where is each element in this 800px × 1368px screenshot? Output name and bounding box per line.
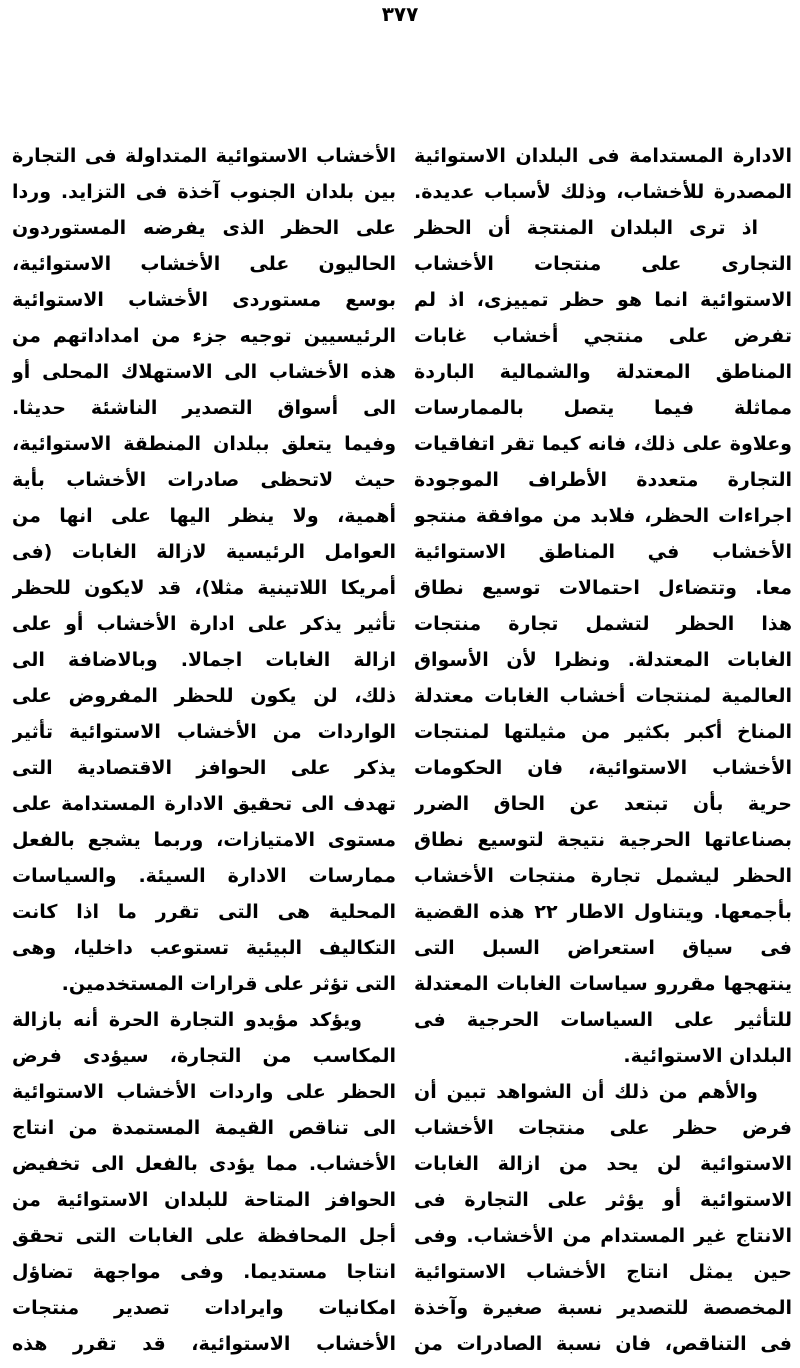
text-column-left: [12, 138, 396, 1362]
text-line: ممارسات الادارة السيئة. والسياسات: [12, 865, 396, 887]
text-line: أمريكا اللاتينية مثلا)، قد لايكون للحظر: [12, 577, 396, 599]
text-line: ويؤكد مؤيدو التجارة الحرة أنه بازالة: [12, 1009, 362, 1031]
text-line: الانتاج غير المستدام من الأخشاب. وفى: [414, 1225, 792, 1247]
text-line: الأخشاب في المناطق الاستوائية: [414, 541, 792, 563]
text-line: أجل المحافظة على الغابات التى تحقق: [12, 1225, 396, 1247]
text-line: يذكر على الحوافز الاقتصادية التى: [12, 757, 396, 779]
text-line: فى سياق استعراض السبل التى: [414, 937, 792, 959]
text-column-right: [414, 138, 792, 1362]
text-line: اذ ترى البلدان المنتجة أن الحظر: [414, 217, 758, 239]
text-line: تفرض على منتجي أخشاب غابات: [414, 325, 792, 347]
text-line: المناخ أكبر بكثير من مثيلتها لمنتجات: [414, 721, 792, 743]
text-line: الأخشاب الاستوائية، فان الحكومات: [414, 757, 792, 779]
text-line: الغابات المعتدلة. ونظرا لأن الأسواق: [414, 649, 792, 671]
text-line: الرئيسيين توجيه جزء من امداداتهم من: [12, 325, 396, 347]
text-line: الى تناقص القيمة المستمدة من انتاج: [12, 1117, 396, 1139]
text-line: انتاجا مستديما. وفى مواجهة تضاؤل: [12, 1261, 396, 1283]
text-line: العوامل الرئيسية لازالة الغابات (فى: [12, 541, 396, 563]
text-line: الى أسواق التصدير الناشئة حديثا.: [12, 397, 396, 419]
text-line: ازالة الغابات اجمالا. وبالاضافة الى: [12, 649, 396, 671]
text-line: الحظر على واردات الأخشاب الاستوائية: [12, 1081, 396, 1103]
text-line: ينتهجها مقررو سياسات الغابات المعتدلة: [414, 973, 792, 995]
text-line: التكاليف البيئية تستوعب داخليا، وهى: [12, 937, 396, 959]
text-line: الحاليون على الأخشاب الاستوائية،: [12, 253, 396, 275]
text-line: معا. وتتضاءل احتمالات توسيع نطاق: [414, 577, 792, 599]
page-number: ٣٧٧: [381, 2, 419, 26]
text-line: هذه الأخشاب الى الاستهلاك المحلى أو: [12, 361, 396, 383]
text-line: والأهم من ذلك أن الشواهد تبين أن: [414, 1081, 758, 1103]
text-line: أهمية، ولا ينظر اليها على انها من: [12, 505, 396, 527]
text-line: المناطق المعتدلة والشمالية الباردة: [414, 361, 792, 383]
text-line: الواردات من الأخشاب الاستوائية تأثير: [12, 721, 396, 743]
text-line: تأثير يذكر على ادارة الأخشاب أو على: [12, 613, 396, 635]
text-line: الاستوائية أو يؤثر على التجارة فى: [414, 1189, 792, 1211]
text-line: التجارى على منتجات الأخشاب: [414, 253, 792, 275]
text-line: تهدف الى تحقيق الادارة المستدامة على: [12, 793, 396, 815]
text-line: الأخشاب الاستوائية، قد تقرر هذه: [12, 1333, 396, 1355]
text-line: العالمية لمنتجات أخشاب الغابات معتدلة: [414, 685, 792, 707]
text-line: الادارة المستدامة فى البلدان الاستوائية: [414, 145, 792, 167]
text-line: فرض حظر على منتجات الأخشاب: [414, 1117, 792, 1139]
text-line: المخصصة للتصدير نسبة صغيرة وآخذة: [414, 1297, 792, 1319]
text-line: الاستوائية انما هو حظر تمييزى، اذ لم: [414, 289, 792, 311]
text-line: حرية بأن تبتعد عن الحاق الضرر: [414, 793, 792, 815]
text-line: للتأثير على السياسات الحرجية فى: [414, 1009, 792, 1031]
text-line: المصدرة للأخشاب، وذلك لأسباب عديدة.: [414, 181, 792, 203]
text-line: هذا الحظر لتشمل تجارة منتجات: [414, 613, 792, 635]
text-line: بوسع مستوردى الأخشاب الاستوائية: [12, 289, 396, 311]
text-line: بصناعاتها الحرجية نتيجة لتوسيع نطاق: [414, 829, 792, 851]
text-line: الحوافز المتاحة للبلدان الاستوائية من: [12, 1189, 396, 1211]
text-line: ذلك، لن يكون للحظر المفروض على: [12, 685, 396, 707]
text-line: فى التناقص، فان نسبة الصادرات من: [414, 1333, 792, 1355]
text-line: وفيما يتعلق ببلدان المنطقة الاستوائية،: [12, 433, 396, 455]
text-line: اجراءات الحظر، فلابد من موافقة منتجو: [414, 505, 792, 527]
text-line: مماثلة فيما يتصل بالممارسات: [414, 397, 792, 419]
text-line: الأخشاب الاستوائية المتداولة فى التجارة: [12, 145, 396, 167]
text-line: وعلاوة على ذلك، فانه كيما تقر اتفاقيات: [414, 433, 792, 455]
text-line: الاستوائية لن يحد من ازالة الغابات: [414, 1153, 792, 1175]
text-line: البلدان الاستوائية.: [623, 1045, 792, 1067]
text-line: حيث لاتحظى صادرات الأخشاب بأية: [12, 469, 396, 491]
text-line: امكانيات وايرادات تصدير منتجات: [12, 1297, 396, 1319]
text-line: مستوى الامتيازات، وربما يشجع بالفعل: [12, 829, 396, 851]
text-line: الحظر ليشمل تجارة منتجات الأخشاب: [414, 865, 792, 887]
text-line: حين يمثل انتاج الأخشاب الاستوائية: [414, 1261, 792, 1283]
text-line: بأجمعها. ويتناول الاطار ٢٢ هذه القضية: [414, 901, 792, 923]
text-line: الأخشاب. مما يؤدى بالفعل الى تخفيض: [12, 1153, 396, 1175]
text-line: التجارة متعددة الأطراف الموجودة: [414, 469, 792, 491]
text-line: المكاسب من التجارة، سيؤدى فرض: [12, 1045, 396, 1067]
text-line: المحلية هى التى تقرر ما اذا كانت: [12, 901, 396, 923]
text-line: على الحظر الذى يفرضه المستوردون: [12, 217, 396, 239]
text-line: التى تؤثر على قرارات المستخدمين.: [61, 973, 396, 995]
text-line: بين بلدان الجنوب آخذة فى التزايد. وردا: [12, 181, 396, 203]
